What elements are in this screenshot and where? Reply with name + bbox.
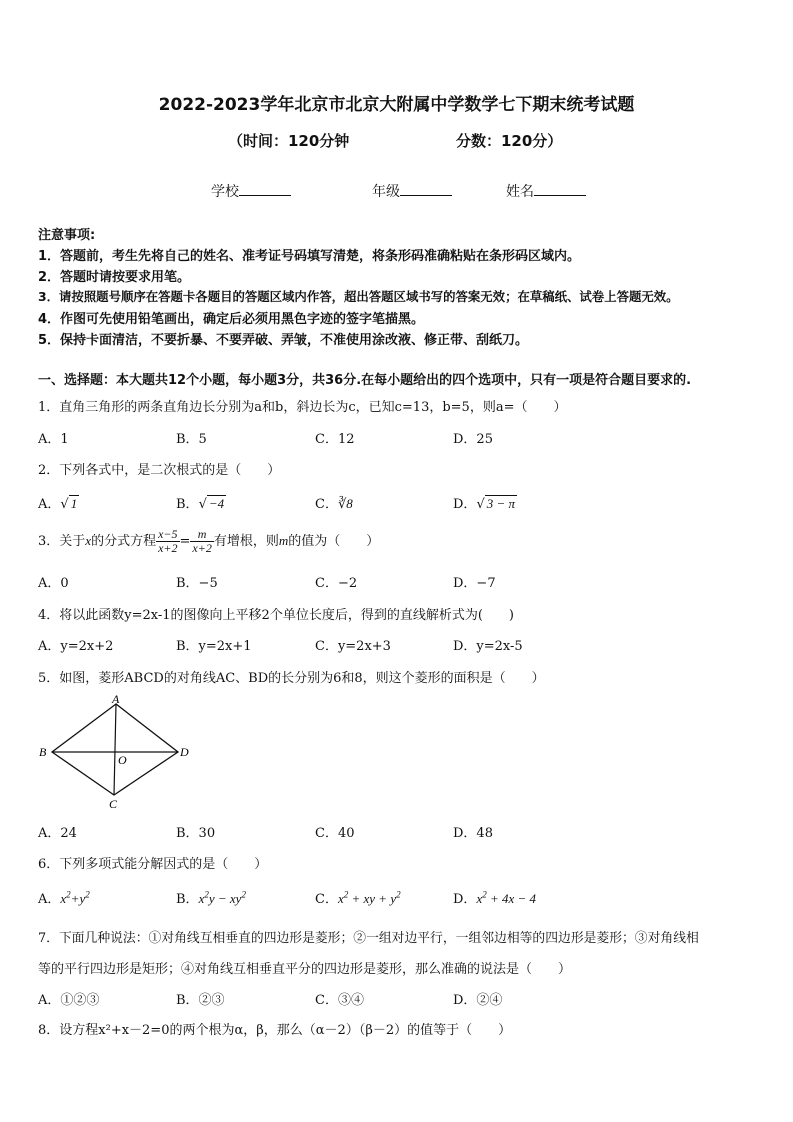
- question-7-line-1: 7．下面几种说法：①对角线互相垂直的四边形是菱形；②一组对边平行，一组邻边相等的四边形是菱形；③对角线相: [38, 931, 699, 946]
- school-label: 学校: [211, 184, 239, 200]
- q5-option-a[interactable]: A．24: [38, 826, 77, 841]
- q3-option-d[interactable]: D．−7: [453, 576, 496, 591]
- question-6-stem: 6．下列多项式能分解因式的是（ ）: [38, 857, 268, 872]
- question-7-line-2: 等的平行四边形是矩形；④对角线互相垂直平分的四边形是菱形，那么准确的说法是（ ）: [38, 962, 572, 977]
- q3-var-x: x: [85, 533, 92, 548]
- exam-score: 分数：120分）: [456, 132, 563, 150]
- vertex-label-c: C: [109, 797, 118, 811]
- q2-option-d[interactable]: D．√ 3 − π: [453, 496, 516, 512]
- q2-option-a[interactable]: A．√ 1: [38, 496, 78, 512]
- q3-var-m: m: [278, 533, 289, 548]
- q3-numerator: x−5: [158, 527, 178, 541]
- question-4-stem: 4．将以此函数y=2x-1的图像向上平移2个单位长度后，得到的直线解析式为( ): [38, 608, 514, 623]
- q3-text: 的值为（ ）: [288, 534, 380, 549]
- q1-option-b[interactable]: B．5: [176, 432, 207, 447]
- name-label: 姓名: [506, 184, 534, 200]
- q3-option-b[interactable]: B．−5: [176, 576, 218, 591]
- q6-a-expr: $x^2+y^2$: [60, 889, 90, 906]
- question-8-stem: 8．设方程x²+x－2=0的两个根为α，β，那么（α－2）（β－2）的值等于（ ）: [38, 1023, 512, 1038]
- q2-a-label: A．: [38, 497, 61, 512]
- q1-option-c[interactable]: C．12: [315, 432, 355, 447]
- q3-numerator: m: [190, 528, 213, 542]
- q2-a-radicand: 1: [70, 496, 78, 511]
- q6-option-b[interactable]: [176, 888, 246, 907]
- q6-c-label: C．: [315, 892, 338, 907]
- question-2-stem: 2．下列各式中，是二次根式的是（ ）: [38, 463, 281, 478]
- q6-option-a[interactable]: [38, 888, 90, 907]
- diagonal-ac: [114, 704, 116, 795]
- q2-d-label: D．: [453, 497, 477, 512]
- q2-c-label: C．: [315, 497, 338, 512]
- q3-text: 有增根，则: [213, 534, 279, 549]
- q3-denominator: x+2: [192, 541, 212, 555]
- vertex-label-d: D: [180, 745, 189, 759]
- grade-blank[interactable]: [400, 181, 452, 196]
- q2-b-label: B．: [176, 497, 199, 512]
- q6-c-expr: $x^2$ + xy + $y^2$: [337, 889, 401, 906]
- q4-option-d[interactable]: D．y=2x-5: [453, 639, 523, 654]
- question-3-stem: [38, 528, 379, 555]
- q3-option-a[interactable]: A．0: [38, 576, 69, 591]
- q3-option-c[interactable]: C．−2: [315, 576, 358, 591]
- name-blank[interactable]: [534, 181, 586, 196]
- q6-d-label: D．: [453, 892, 477, 907]
- q5-option-b[interactable]: B．30: [176, 826, 216, 841]
- q5-option-c[interactable]: C．40: [315, 826, 355, 841]
- q6-b-expr: $x^2y - xy^2$: [198, 889, 246, 906]
- q4-option-b[interactable]: B．y=2x+1: [176, 639, 252, 654]
- page-title: 2022-2023学年北京市北京大附属中学数学七下期末统考试题: [158, 95, 635, 115]
- q3-text: 3．关于: [38, 534, 86, 549]
- q2-c-value: ∛8: [337, 496, 353, 511]
- q3-text: 的分式方程: [91, 534, 157, 549]
- name-field: [506, 181, 586, 201]
- question-5-stem: 5．如图，菱形ABCD的对角线AC、BD的长分别为6和8，则这个菱形的面积是（ ）: [38, 671, 545, 686]
- q3-fraction-left: [156, 528, 179, 555]
- vertex-label-b: B: [39, 745, 47, 759]
- q3-fraction-right: [190, 528, 213, 555]
- q3-equals: =: [179, 534, 191, 549]
- q7-option-a[interactable]: A．①②③: [38, 993, 100, 1008]
- rhombus-figure: [36, 692, 196, 812]
- q2-option-c[interactable]: [315, 493, 353, 512]
- question-1-stem: 1．直角三角形的两条直角边长分别为a和b，斜边长为c，已知c=13，b=5，则a=（ ）: [38, 400, 567, 415]
- q7-option-c[interactable]: C．③④: [315, 993, 364, 1008]
- q2-option-b[interactable]: B．√ −4: [176, 496, 225, 512]
- q4-option-a[interactable]: A．y=2x+2: [38, 639, 114, 654]
- q4-option-c[interactable]: C．y=2x+3: [315, 639, 391, 654]
- q6-d-expr: $x^2 + 4x - 4$: [476, 889, 537, 906]
- q7-option-d[interactable]: D．②④: [453, 993, 503, 1008]
- q2-b-radicand: −4: [208, 496, 225, 511]
- q1-option-a[interactable]: A．1: [38, 432, 69, 447]
- q6-b-label: B．: [176, 892, 199, 907]
- q2-d-radicand: 3 − π: [486, 496, 516, 511]
- school-blank[interactable]: [239, 181, 291, 196]
- notice-item: 1．答题前，考生先将自己的姓名、准考证号码填写清楚，将条形码准确粘贴在条形码区域内。: [38, 249, 581, 264]
- q6-option-d[interactable]: [453, 888, 536, 907]
- center-label-o: O: [118, 753, 127, 767]
- notice-item: 5．保持卡面清洁，不要折暴、不要弄破、弄皱，不准使用涂改液、修正带、刮纸刀。: [38, 333, 529, 348]
- q7-option-b[interactable]: B．②③: [176, 993, 225, 1008]
- notice-item: 3．请按照题号顺序在答题卡各题目的答题区域内作答，超出答题区域书写的答案无效；在草稿纸、试卷上答题无效。: [38, 289, 679, 304]
- exam-time: （时间：120分钟: [228, 132, 350, 150]
- notice-heading: 注意事项:: [38, 228, 96, 243]
- q6-a-label: A．: [38, 892, 61, 907]
- grade-field: [372, 181, 452, 201]
- section-heading: 一、选择题：本大题共12个小题，每小题3分，共36分.在每小题给出的四个选项中，只有一项是符合题目要求的.: [38, 373, 692, 388]
- q6-option-c[interactable]: [315, 888, 401, 907]
- q5-option-d[interactable]: D．48: [453, 826, 493, 841]
- notice-item: 4．作图可先使用铅笔画出，确定后必须用黑色字迹的签字笔描黑。: [38, 312, 425, 327]
- grade-label: 年级: [372, 184, 400, 200]
- school-field: [211, 181, 291, 201]
- vertex-label-a: A: [112, 692, 120, 706]
- q3-denominator: x+2: [158, 541, 178, 555]
- q1-option-d[interactable]: D．25: [453, 432, 493, 447]
- notice-item: 2．答题时请按要求用笔。: [38, 270, 191, 285]
